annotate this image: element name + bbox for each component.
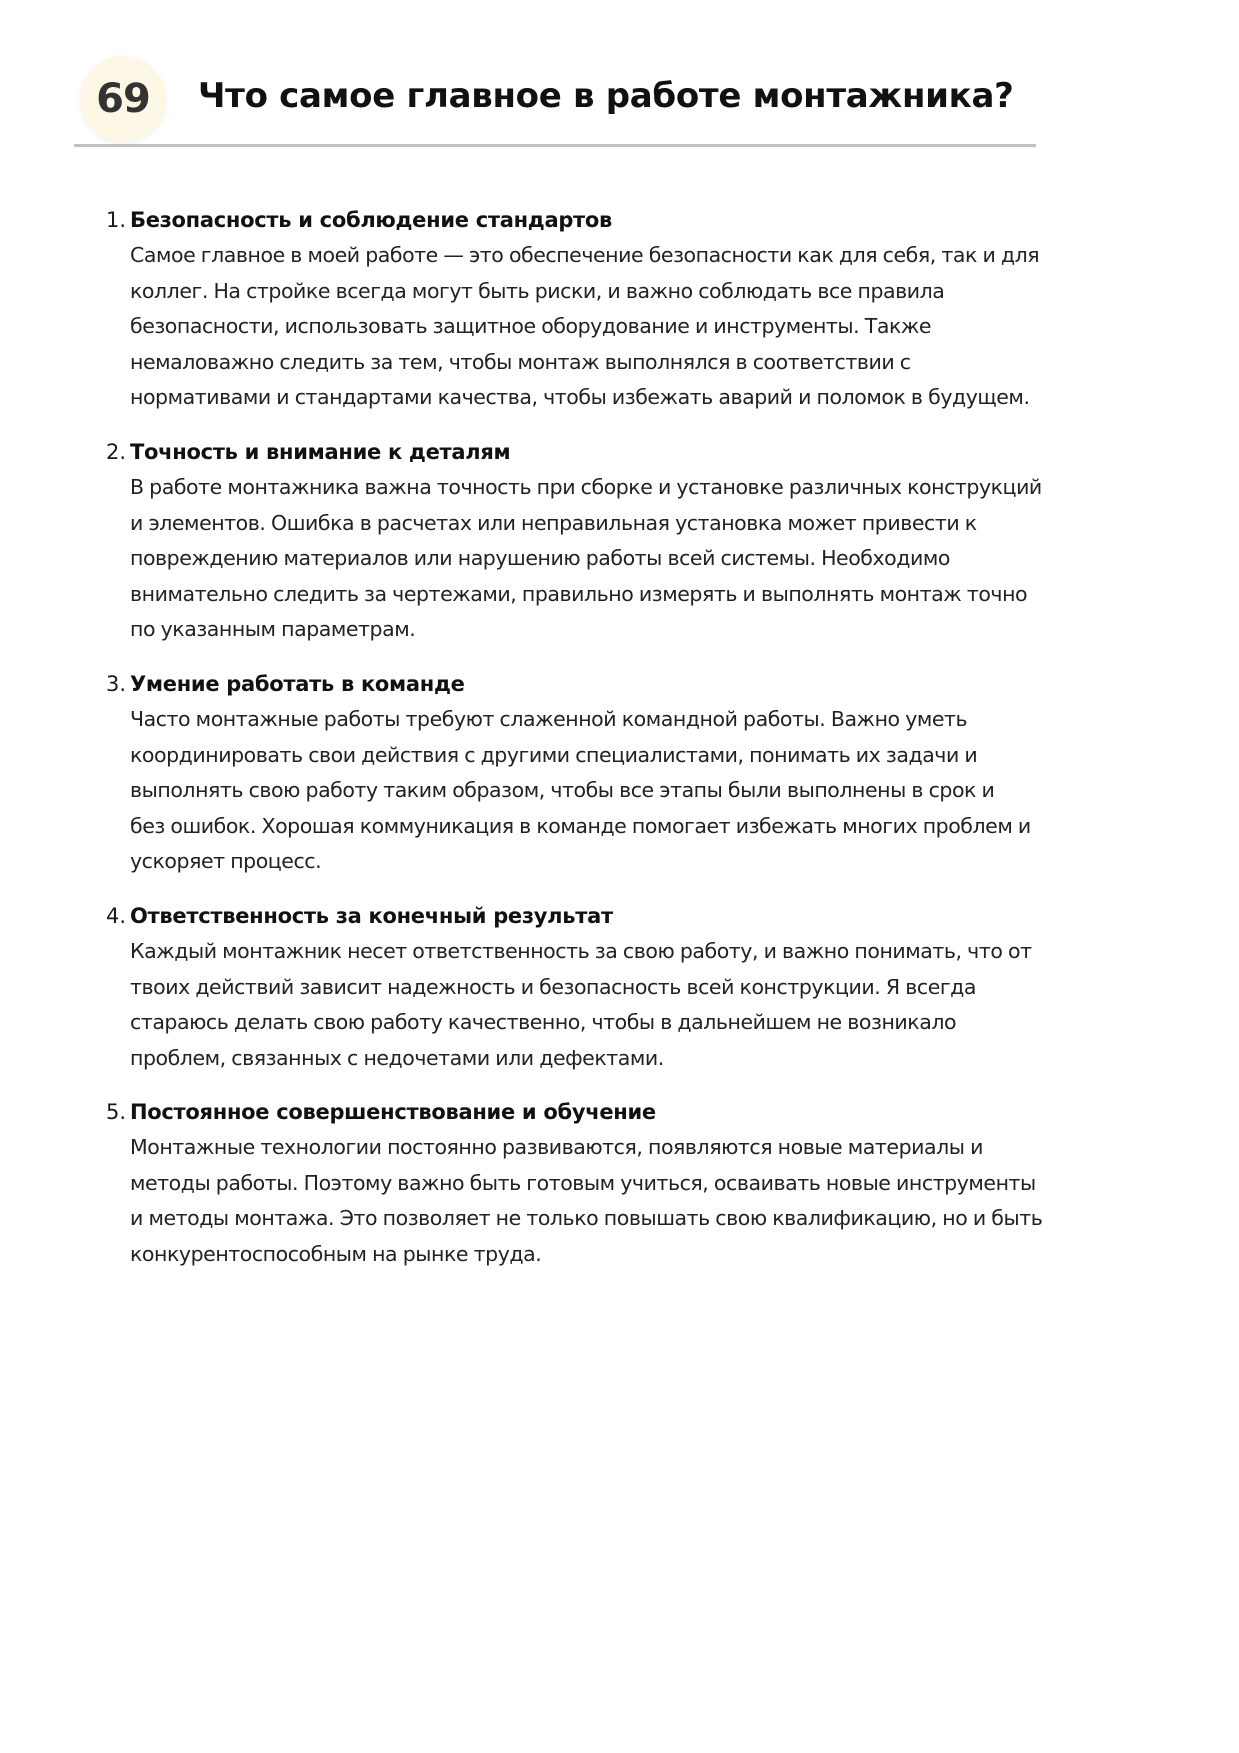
body-line: немаловажно следить за тем, чтобы монтаж выполнялся в соответствии с <box>130 349 911 374</box>
list-item <box>106 1094 1046 1272</box>
body-line: и методы монтажа. Это позволяет не только повышать свою квалификацию, но и быть <box>130 1206 1043 1231</box>
body-line: повреждению материалов или нарушению работы всей системы. Необходимо <box>130 546 950 571</box>
body-line: координировать свои действия с другими специалистами, понимать их задачи и <box>130 742 978 767</box>
body-line: твоих действий зависит надежность и безопасность всей конструкции. Я всегда <box>130 974 977 999</box>
item-body <box>130 470 1046 648</box>
item-heading: Умение работать в команде <box>130 671 465 696</box>
body-line: Каждый монтажник несет ответственность за свою работу, и важно понимать, что от <box>130 938 1032 963</box>
item-body <box>130 934 1046 1076</box>
body-line: по указанным параметрам. <box>130 617 416 642</box>
body-line: методы работы. Поэтому важно быть готовым учиться, осваивать новые инструменты <box>130 1170 1036 1195</box>
body-line: выполнять свою работу таким образом, чтобы все этапы были выполнены в срок и <box>130 778 995 803</box>
page-title: Что самое главное в работе монтажника? <box>198 76 1014 116</box>
item-number: 2. <box>106 439 127 464</box>
body-line: внимательно следить за чертежами, правильно измерять и выполнять монтаж точно <box>130 581 1028 606</box>
item-number: 3. <box>106 671 127 696</box>
body-line: конкурентоспособным на рынке труда. <box>130 1242 542 1267</box>
body-line: нормативами и стандартами качества, чтобы избежать аварий и поломок в будущем. <box>130 385 1030 410</box>
list-item <box>106 202 1046 416</box>
body-line: стараюсь делать свою работу качественно, чтобы в дальнейшем не возникало <box>130 1010 957 1035</box>
item-number: 5. <box>106 1100 127 1125</box>
body-line: Самое главное в моей работе — это обеспечение безопасности как для себя, так и для <box>130 243 1040 267</box>
list-item <box>106 434 1046 648</box>
item-body <box>130 1130 1046 1272</box>
body-line: коллег. На стройке всегда могут быть риски, и важно соблюдать все правила <box>130 278 945 303</box>
body-line: без ошибок. Хорошая коммуникация в команде помогает избежать многих проблем и <box>130 813 1031 838</box>
question-number-badge: 69 <box>80 56 166 142</box>
body-line: ускоряет процесс. <box>130 849 322 874</box>
body-line: Часто монтажные работы требуют слаженной командной работы. Важно уметь <box>130 706 968 731</box>
item-heading: Безопасность и соблюдение стандартов <box>130 208 613 232</box>
body-line: проблем, связанных с недочетами или дефектами. <box>130 1045 664 1070</box>
item-number: 1. <box>106 208 127 232</box>
body-line: безопасности, использовать защитное оборудование и инструменты. Также <box>130 314 932 339</box>
item-body <box>130 238 1046 416</box>
answer-list <box>106 202 1046 1291</box>
item-heading: Точность и внимание к деталям <box>130 439 511 464</box>
body-line: Монтажные технологии постоянно развиваются, появляются новые материалы и <box>130 1135 983 1160</box>
item-heading: Ответственность за конечный результат <box>130 903 613 928</box>
item-body <box>130 702 1046 880</box>
page-header <box>74 52 1036 144</box>
item-number: 4. <box>106 903 127 928</box>
body-line: В работе монтажника важна точность при сборке и установке различных конструкций <box>130 474 1042 499</box>
item-heading: Постоянное совершенствование и обучение <box>130 1100 656 1125</box>
list-item <box>106 666 1046 880</box>
body-line: и элементов. Ошибка в расчетах или неправильная установка может привести к <box>130 510 977 535</box>
list-item <box>106 898 1046 1076</box>
header-divider <box>74 144 1036 147</box>
